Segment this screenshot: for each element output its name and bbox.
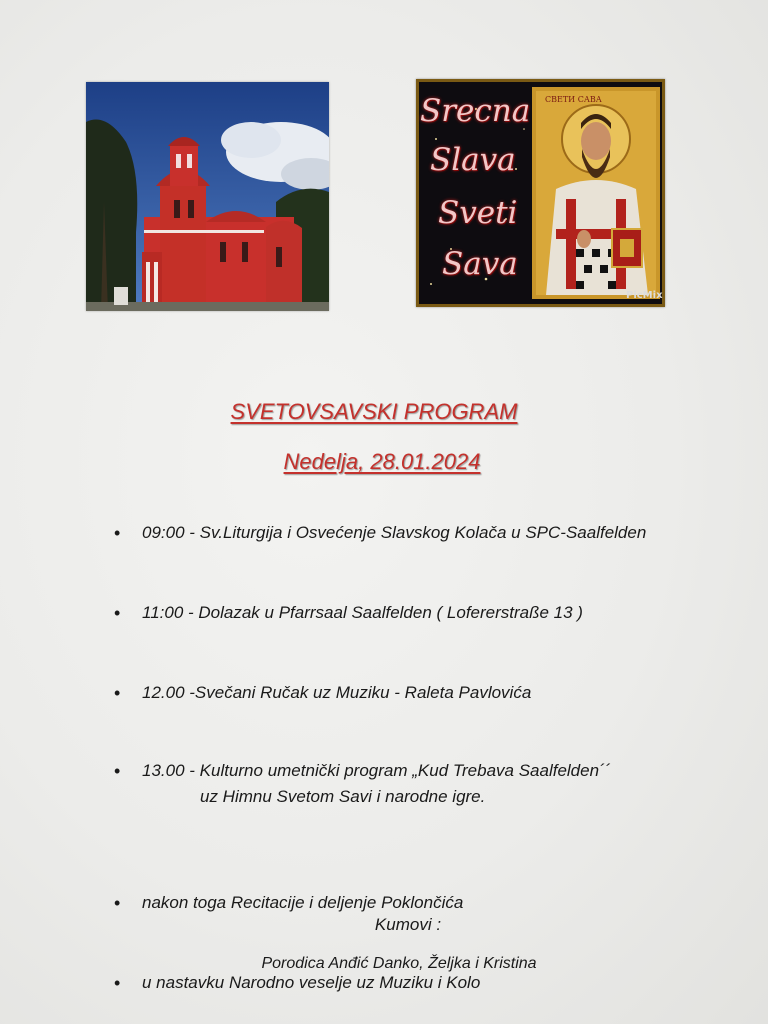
overlay-line-sava: Sava — [442, 246, 518, 282]
overlay-line-slava: Slava — [430, 142, 516, 178]
list-item: • nakon toga Recitacije i deljenje Poklončića — [112, 890, 732, 916]
list-item: • 12.00 -Svečani Ručak uz Muziku - Raleta Pavlovića — [112, 680, 732, 706]
kumovi-names: Porodica Anđić Danko, Željka i Kristina — [261, 955, 537, 972]
church-photo — [86, 82, 329, 311]
program-date: Nedelja, 28.01.2024 — [283, 449, 481, 474]
list-item: • 09:00 - Sv.Liturgija i Osvećenje Slavskog Kolača u SPC-Saalfelden — [112, 520, 732, 546]
program-title: SVETOVSAVSKI PROGRAM — [230, 399, 518, 424]
picmix-watermark: PicMix — [626, 290, 663, 301]
list-item: • 13.00 - Kulturno umetnički program „Kud Trebava Saalfelden´´ uz Himnu Svetom Savi i narodne igre. — [112, 758, 732, 810]
icon-caption: СВЕТИ САВА — [545, 95, 602, 104]
overlay-line-sveti: Sveti — [438, 195, 518, 231]
overlay-line-srecna: Srecna — [420, 93, 531, 129]
list-item: • 11:00 - Dolazak u Pfarrsaal Saalfelden ( Lofererstraße 13 ) — [112, 600, 732, 626]
kumovi-label: Kumovi : — [374, 915, 442, 934]
list-item: • u nastavku Narodno veselje uz Muziku i Kolo — [112, 970, 732, 996]
